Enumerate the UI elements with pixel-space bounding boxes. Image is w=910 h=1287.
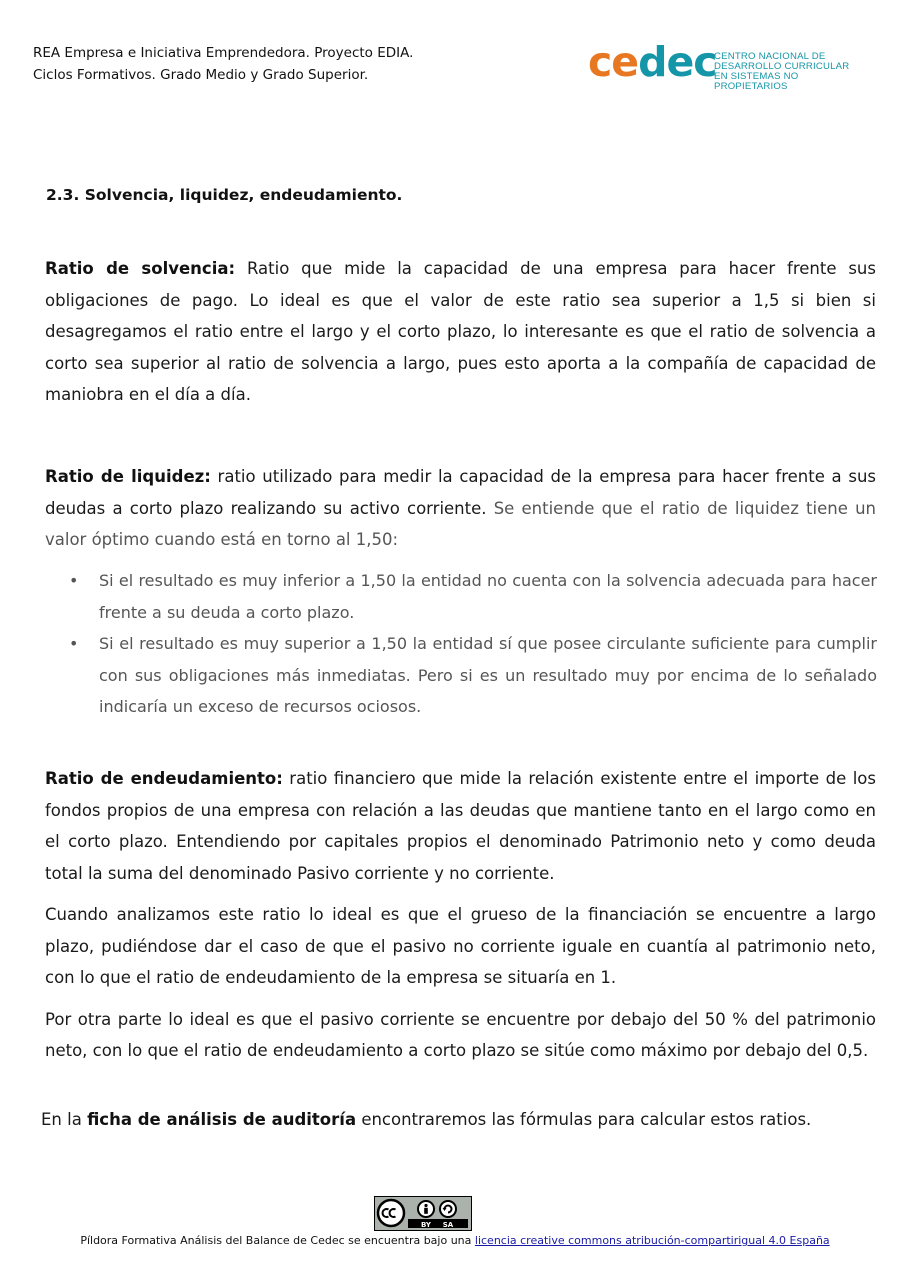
footer-text: Píldora Formativa Análisis del Balance de Cedec se encuentra bajo una [80, 1234, 475, 1247]
license-footer [0, 1234, 910, 1247]
logo-subtitle: CENTRO NACIONAL DE DESARROLLO CURRICULAR EN SISTEMAS NO PROPIETARIOS [714, 51, 850, 92]
header-line-2: Ciclos Formativos. Grado Medio y Grado Superior. [33, 67, 369, 83]
solvencia-text: Ratio que mide la capacidad de una empresa para hacer frente sus obligaciones de pago. Lo ideal es que el valor de este ratio sea superior a 1,5 si bien si desagregamos el ratio entre el largo y el corto plazo, lo interesante es que el ratio de solvencia a corto sea superior al ratio de solvencia a largo, pues esto aporta a la compañía de capacidad de maniobra en el día a día. [45, 259, 876, 404]
cc-sa-label: SA [442, 1221, 454, 1229]
solvencia-term: Ratio de solvencia: [45, 259, 236, 278]
list-item: • Si el resultado es muy superior a 1,50 la entidad sí que posee circulante suficiente para cumplir con sus obligaciones más inmediatas. Pero si es un resultado muy por encima de lo señalado indicaría un exceso de recursos ociosos. [69, 628, 877, 723]
endeudamiento-term: Ratio de endeudamiento: [45, 769, 283, 788]
endeudamiento-paragraph-3: Por otra parte lo ideal es que el pasivo corriente se encuentre por debajo del 50 % del patrimonio neto, con lo que el ratio de endeudamiento a corto plazo se sitúe como máximo por debajo del 0,5. [45, 1009, 876, 1060]
liquidez-text-gray: Se entiende que el ratio de liquidez tiene un valor óptimo cuando está en torno al 1,50: [45, 498, 876, 549]
liquidez-term: Ratio de liquidez: [45, 467, 211, 486]
section-title: 2.3. Solvencia, liquidez, endeudamiento. [46, 186, 403, 204]
liquidez-paragraph [45, 461, 876, 556]
bullet-icon: • [69, 571, 79, 590]
liquidez-text: ratio utilizado para medir la capacidad de la empresa para hacer frente a sus deudas a corto plazo realizando su activo corriente. [45, 467, 877, 518]
audit-note: En la ficha de análisis de auditoría encontraremos las fórmulas para calcular estos ratios. [41, 1110, 812, 1129]
endeudamiento-block [45, 763, 876, 1067]
solvencia-paragraph [45, 253, 876, 411]
logo-word-dec: dec [638, 38, 717, 86]
license-link[interactable]: licencia creative commons atribución-compartirigual 4.0 España [474, 1234, 830, 1247]
list-item: • Si el resultado es muy inferior a 1,50 la entidad no cuenta con la solvencia adecuada para hacer frente a su deuda a corto plazo. [69, 565, 877, 628]
cc-by-label: BY [420, 1221, 432, 1229]
cc-by-sa-icon [375, 1197, 470, 1229]
bullet-icon: • [69, 634, 79, 653]
logo-word-ce: ce [588, 38, 639, 86]
cedec-logo [588, 38, 858, 92]
solvencia-block [45, 253, 876, 411]
document-header [33, 42, 413, 86]
header-line-1: REA Empresa e Iniciativa Emprendedora. Proyecto EDIA. [33, 45, 414, 61]
creative-commons-badge [374, 1196, 472, 1231]
liquidez-block [45, 461, 876, 556]
liquidez-bullet-list [69, 565, 877, 723]
endeudamiento-paragraph [45, 763, 876, 889]
audit-sheet-reference: ficha de análisis de auditoría [87, 1110, 357, 1129]
endeudamiento-text: ratio financiero que mide la relación existente entre el importe de los fondos propios de una empresa con relación a las deudas que mantiene tanto en el largo como en el corto plazo. Entendiendo por capitales propios el denominado Patrimonio neto y como deuda total la suma del denominado Pasivo corriente y no corriente. [45, 769, 876, 883]
endeudamiento-paragraph-2: Cuando analizamos este ratio lo ideal es que el grueso de la financiación se encuentre a largo plazo, pudiéndose dar el caso de que el pasivo no corriente iguale en cuantía al patrimonio neto, con lo que el ratio de endeudamiento de la empresa se situaría en 1. [45, 905, 876, 987]
